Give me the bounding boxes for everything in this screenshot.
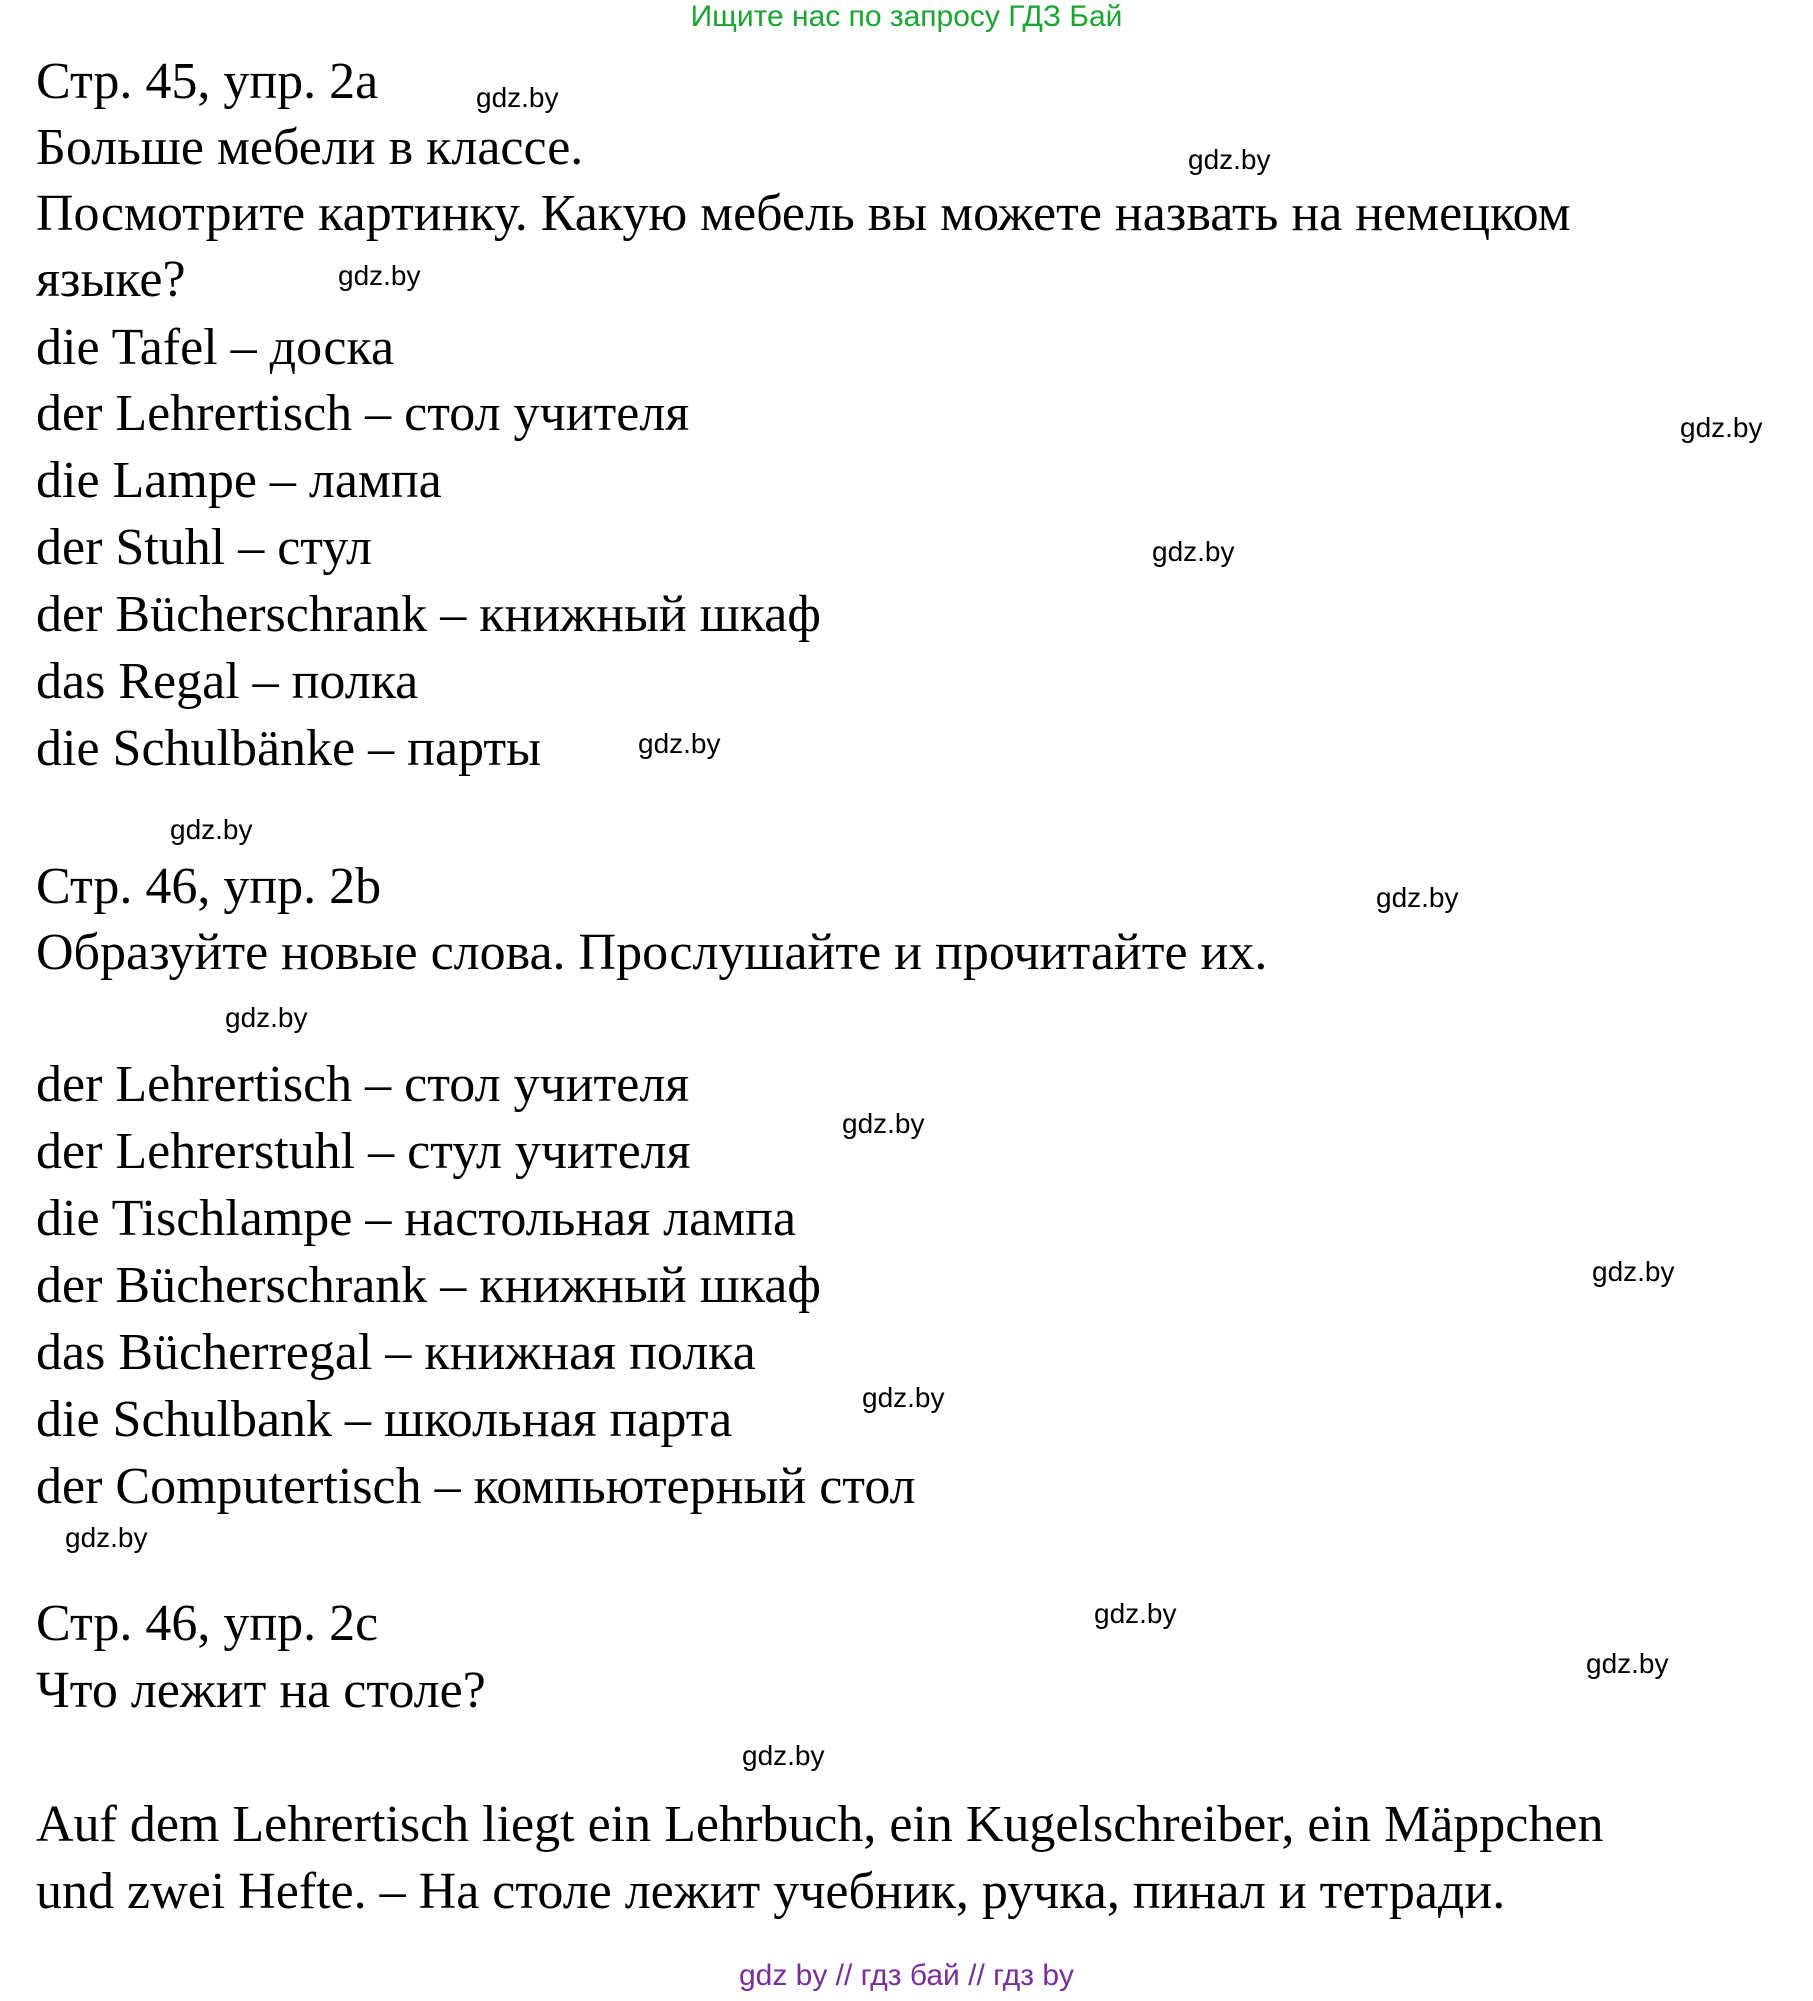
watermark: gdz.by bbox=[170, 814, 253, 845]
watermark: gdz.by bbox=[65, 1522, 148, 1553]
section-heading: Стр. 45, упр. 2а bbox=[36, 53, 379, 110]
vocab-item: die Tischlampe – настольная лампа bbox=[36, 1190, 797, 1247]
section-heading: Стр. 46, упр. 2с bbox=[36, 1595, 379, 1652]
watermark: gdz.by bbox=[1188, 144, 1271, 175]
watermark: gdz.by bbox=[1680, 412, 1763, 443]
watermark: gdz.by bbox=[338, 260, 421, 291]
task-text: Образуйте новые слова. Прослушайте и прочитайте их. bbox=[36, 924, 1268, 981]
section-heading: Стр. 46, упр. 2b bbox=[36, 858, 382, 915]
watermark: gdz.by bbox=[1094, 1598, 1177, 1629]
task-text: Посмотрите картинку. Какую мебель вы можете назвать на немецком bbox=[36, 185, 1571, 242]
vocab-item: die Schulbank – школьная парта bbox=[36, 1391, 733, 1448]
watermark: gdz.by bbox=[842, 1108, 925, 1139]
vocab-item: der Bücherschrank – книжный шкаф bbox=[36, 1257, 822, 1314]
watermark: gdz.by bbox=[862, 1382, 945, 1413]
vocab-item: das Bücherregal – книжная полка bbox=[36, 1324, 756, 1381]
answer-text: Auf dem Lehrertisch liegt ein Lehrbuch, ein Kugelschreiber, ein Mäppchen bbox=[36, 1796, 1604, 1853]
vocab-item: die Lampe – лампа bbox=[36, 452, 442, 509]
vocab-item: die Tafel – доска bbox=[36, 319, 395, 376]
section-title: Больше мебели в классе. bbox=[36, 119, 584, 176]
top-banner: Ищите нас по запросу ГДЗ Бай bbox=[690, 0, 1123, 33]
vocab-item: der Stuhl – стул bbox=[36, 519, 372, 576]
watermark: gdz.by bbox=[742, 1740, 825, 1771]
vocab-item: der Lehrerstuhl – стул учителя bbox=[36, 1123, 691, 1180]
watermark: gdz.by bbox=[1152, 536, 1235, 567]
vocab-item: der Bücherschrank – книжный шкаф bbox=[36, 586, 822, 643]
vocab-item: die Schulbänke – парты bbox=[36, 720, 542, 777]
bottom-banner: gdz by // гдз бай // гдз by bbox=[738, 1959, 1075, 1992]
vocab-item: der Lehrertisch – стол учителя bbox=[36, 385, 690, 442]
watermark: gdz.by bbox=[1592, 1256, 1675, 1287]
vocab-item: der Computertisch – компьютерный стол bbox=[36, 1458, 916, 1515]
vocab-item: das Regal – полка bbox=[36, 653, 419, 710]
answer-text: und zwei Hefte. – На столе лежит учебник, ручка, пинал и тетради. bbox=[36, 1863, 1506, 1920]
task-text: Что лежит на столе? bbox=[36, 1662, 486, 1719]
watermark: gdz.by bbox=[476, 82, 559, 113]
vocab-item: der Lehrertisch – стол учителя bbox=[36, 1056, 690, 1113]
task-text: языке? bbox=[36, 251, 186, 308]
watermark: gdz.by bbox=[225, 1002, 308, 1033]
watermark: gdz.by bbox=[1376, 882, 1459, 913]
watermark: gdz.by bbox=[638, 728, 721, 759]
watermark: gdz.by bbox=[1586, 1648, 1669, 1679]
